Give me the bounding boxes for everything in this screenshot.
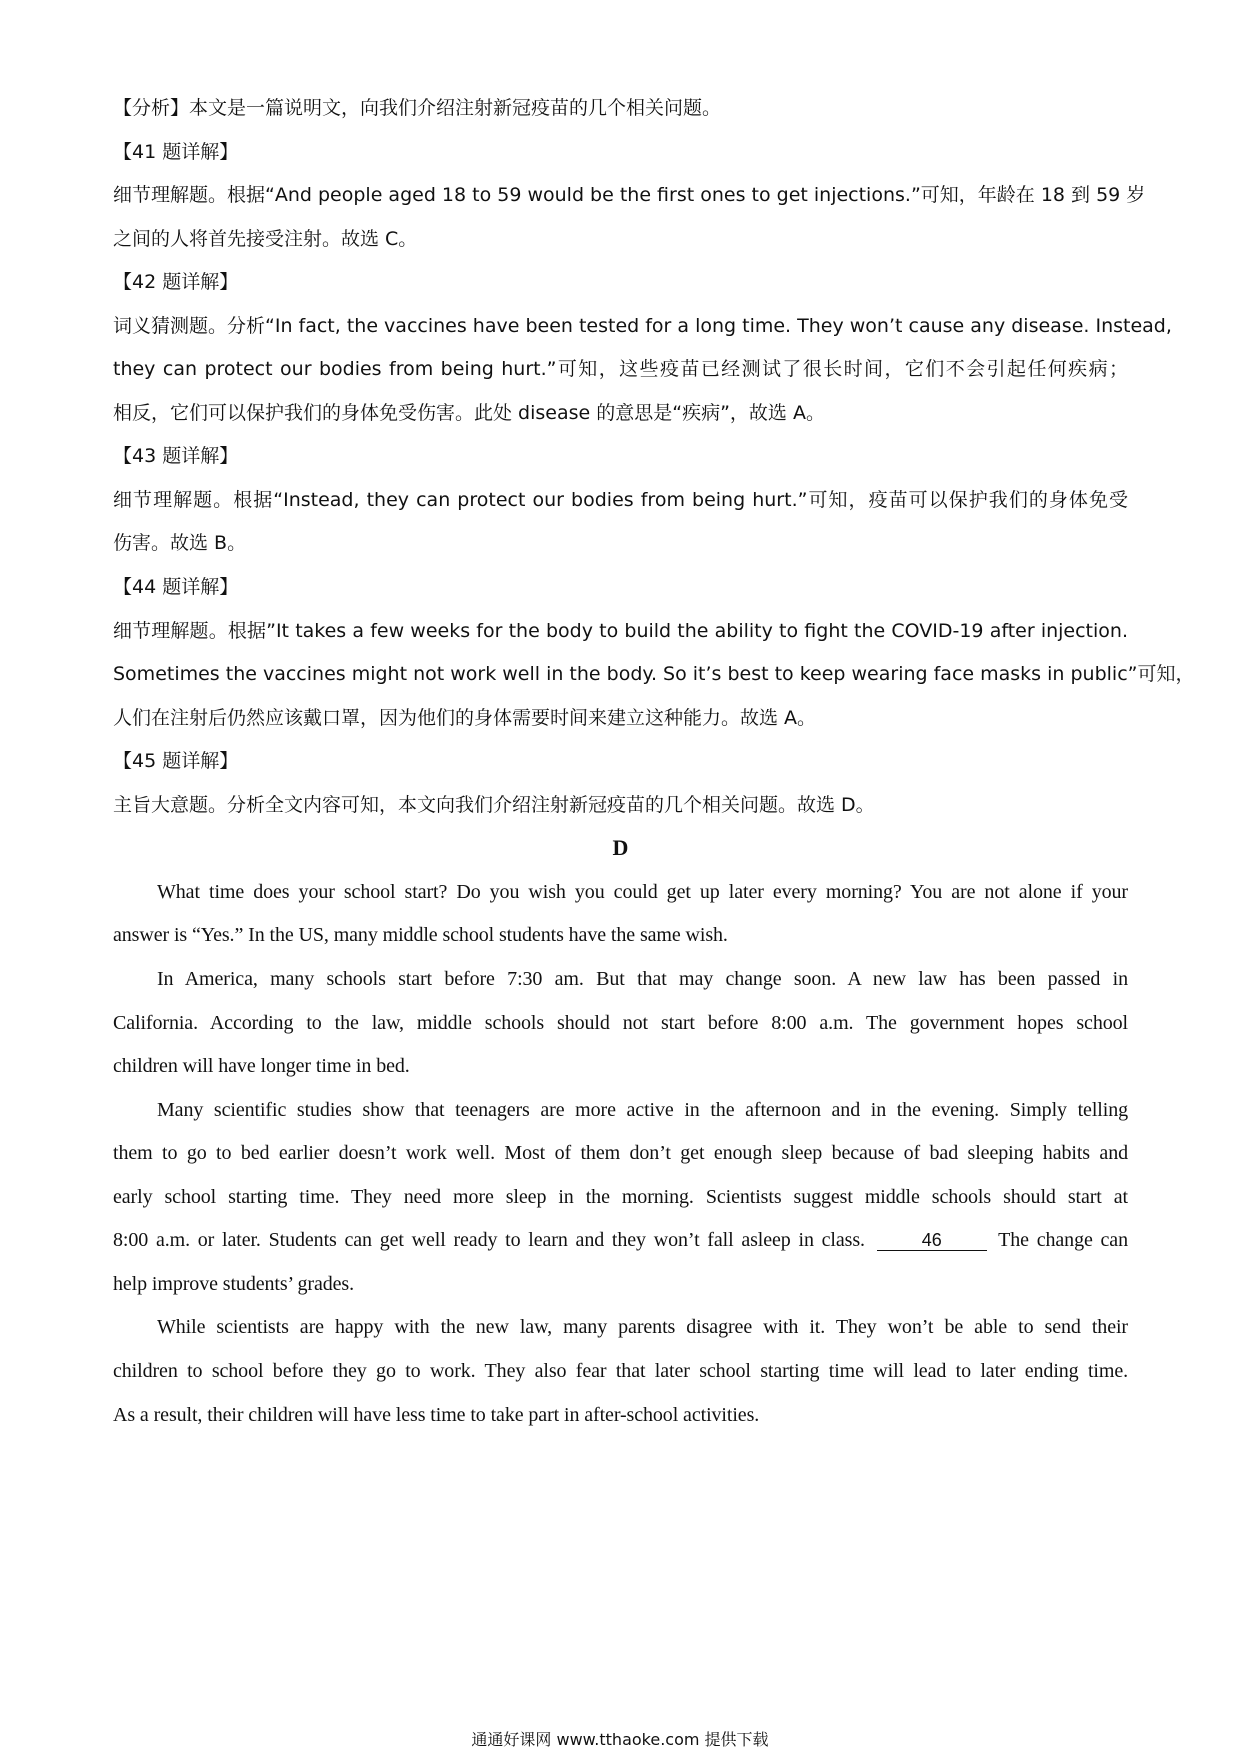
p3-line-2: them to go to bed earlier doesn’t work well. Most of them don’t get enough sleep because of bad sleeping habits and [113,1142,1128,1164]
q44-heading: 【44 题详解】 [113,576,239,598]
q41-line-1: 细节理解题。根据“And people aged 18 to 59 would be the first ones to get injections.”可知，年龄在 18 到 59 岁 [113,184,1146,206]
p2-line-3: children will have longer time in bed. [113,1055,410,1077]
p3-line-4-after: The change can [998,1229,1128,1251]
q42-line-1: 词义猜测题。分析“In fact, the vaccines have been tested for a long time. They won’t cause any disease. Instead, [113,315,1172,337]
p3-line-4 [113,1228,1128,1252]
p1-line-2: answer is “Yes.” In the US, many middle school students have the same wish. [113,924,728,946]
p1-line-1: What time does your school start? Do you wish you could get up later every morning? You are not alone if your [157,881,1128,903]
p3-line-4-before: 8:00 a.m. or later. Students can get well ready to learn and they won’t fall asleep in class. [113,1229,865,1251]
q42-line-3: 相反，它们可以保护我们的身体免受伤害。此处 disease 的意思是“疾病”，故选 A。 [113,402,825,424]
q43-line-2: 伤害。故选 B。 [113,532,247,554]
q43-line-1: 细节理解题。根据“Instead, they can protect our bodies from being hurt.”可知，疫苗可以保护我们的身体免受 [113,489,1128,511]
q42-line-2: they can protect our bodies from being hurt.”可知，这些疫苗已经测试了很长时间，它们不会引起任何疾病； [113,358,1128,380]
p4-line-3: As a result, their children will have less time to take part in after-school activities. [113,1404,760,1426]
q44-line-2: Sometimes the vaccines might not work well in the body. So it’s best to keep wearing face masks in public”可知， [113,663,1195,685]
q41-line-2: 之间的人将首先接受注射。故选 C。 [113,228,418,250]
p2-line-2: California. According to the law, middle schools should not start before 8:00 a.m. The government hopes school [113,1012,1128,1034]
p3-line-5: help improve students’ grades. [113,1273,355,1295]
p2-line-1: In America, many schools start before 7:30 am. But that may change soon. A new law has been passed in [157,968,1128,990]
p3-line-1: Many scientific studies show that teenagers are more active in the afternoon and in the evening. Simply telling [157,1099,1128,1121]
q45-line-1: 主旨大意题。分析全文内容可知，本文向我们介绍注射新冠疫苗的几个相关问题。故选 D。 [113,794,875,816]
q44-line-1: 细节理解题。根据”It takes a few weeks for the body to build the ability to fight the COVID-19 after injection. [113,620,1128,642]
passage-title: D [612,835,629,860]
q42-heading: 【42 题详解】 [113,271,239,293]
q41-heading: 【41 题详解】 [113,141,239,163]
analysis-summary: 【分析】本文是一篇说明文，向我们介绍注射新冠疫苗的几个相关问题。 [113,97,722,119]
q44-line-3: 人们在注射后仍然应该戴口罩，因为他们的身体需要时间来建立这种能力。故选 A。 [113,707,817,729]
p3-line-3: early school starting time. They need more sleep in the morning. Scientists suggest middle schools should start at [113,1186,1128,1208]
p4-line-2: children to school before they go to work. They also fear that later school starting time will lead to later ending time. [113,1360,1128,1382]
p4-line-1: While scientists are happy with the new law, many parents disagree with it. They won’t be able to send their [157,1316,1128,1338]
q43-heading: 【43 题详解】 [113,445,239,467]
page-footer: 通通好课网 www.tthaoke.com 提供下载 [471,1730,769,1749]
q45-heading: 【45 题详解】 [113,750,239,772]
blank-46: 46 [877,1230,987,1251]
document-page [113,0,1195,1754]
